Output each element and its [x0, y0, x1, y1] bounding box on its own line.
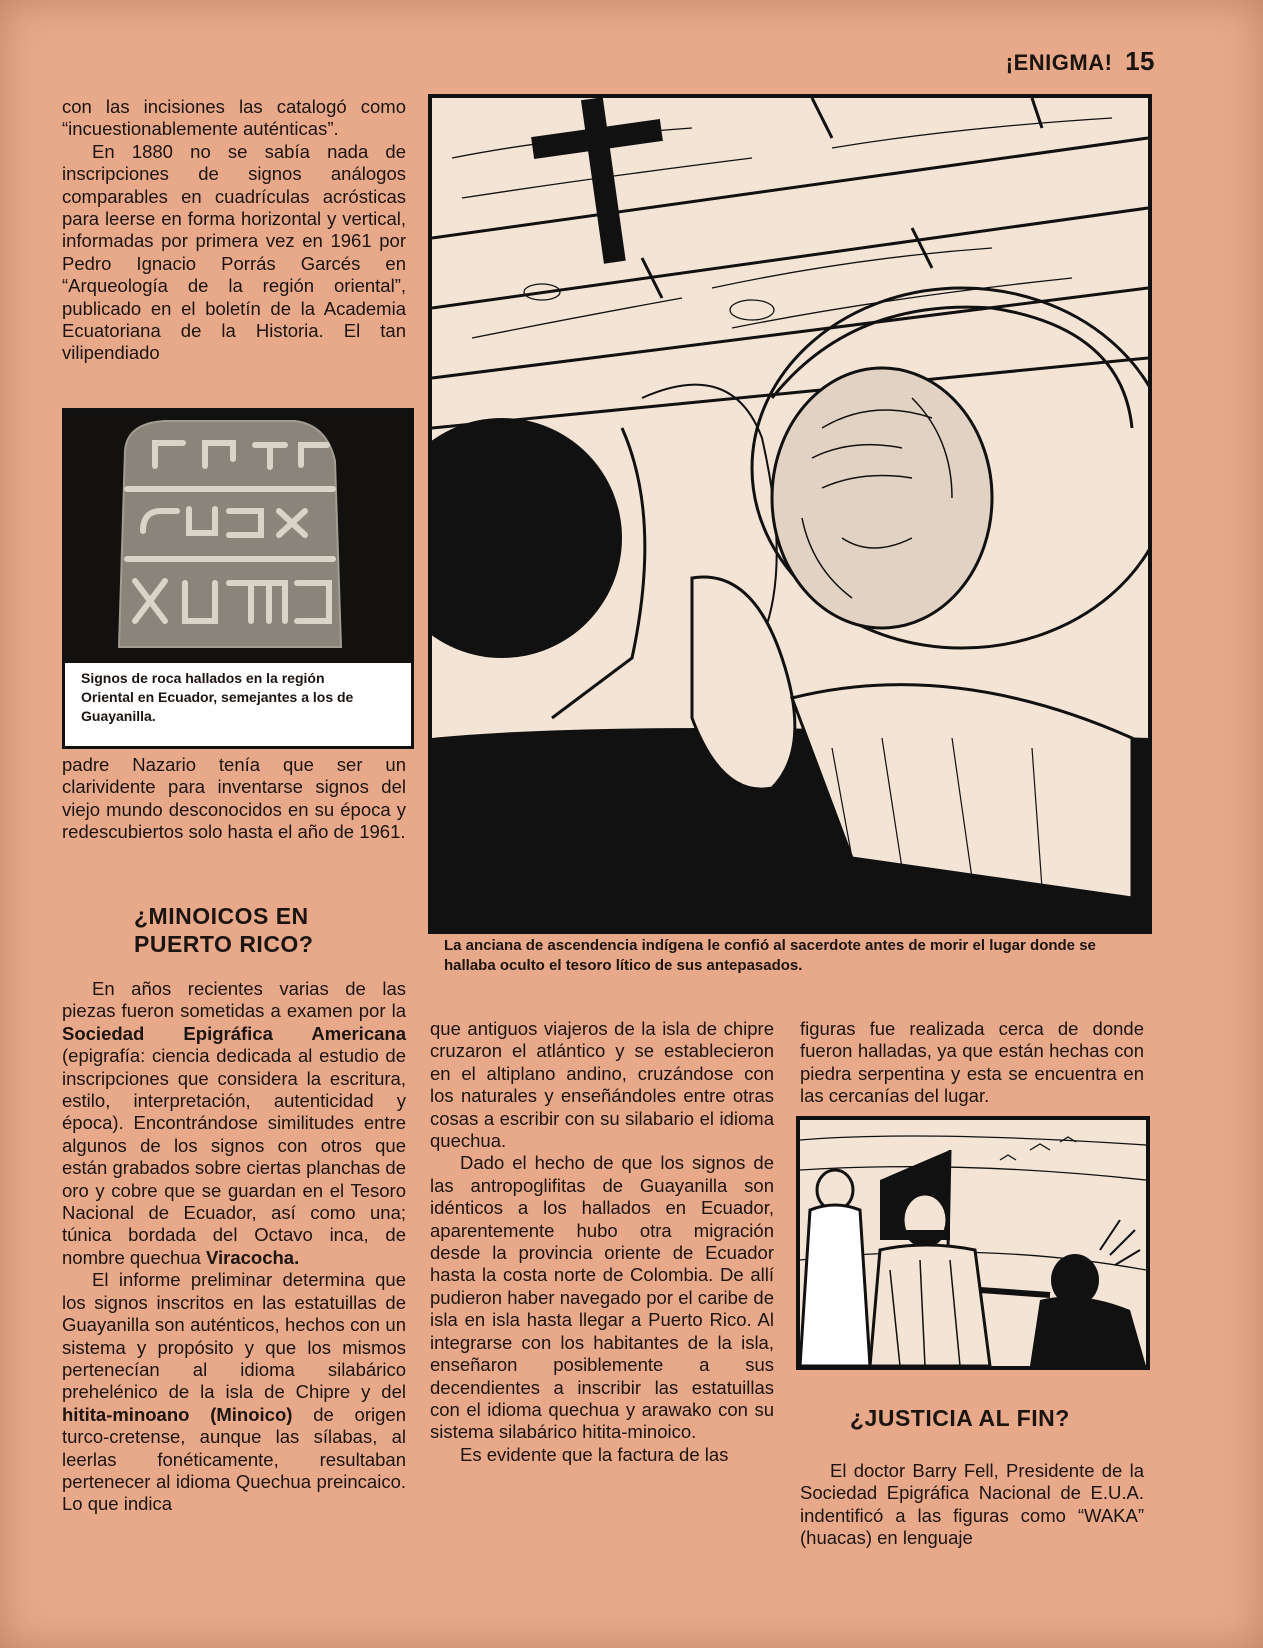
section-heading-justicia: ¿JUSTICIA AL FIN?	[850, 1405, 1070, 1431]
paragraph	[62, 978, 406, 1269]
page-number: 15	[1125, 46, 1155, 76]
paragraph: En 1880 no se sabía nada de inscripciones de signos análogos comparables en cuadrículas acrósticas para leerse en forma horizontal y vertical, informadas por primera vez en 1961 por Pedro Ignacio Porrás Garcés en “Arqueología de la región oriental”, publicado en el boletín de la Academia Ecuatoriana de la Historia. El tan vilipendiado	[62, 140, 406, 364]
magazine-name: ¡ENIGMA!	[1005, 50, 1113, 75]
rock-engraving-image	[65, 411, 411, 663]
page-header	[1006, 46, 1155, 77]
paragraph: padre Nazario tenía que ser un clarividente para inventarse signos del viejo mundo desconocidos en su época y redescubiertos solo hasta el año de 1961.	[62, 754, 406, 843]
paragraph: con las incisiones las catalogó como “incuestionablemente auténticas”.	[62, 96, 406, 140]
paragraph	[62, 1269, 406, 1515]
column-1-middle	[62, 754, 406, 844]
bold-term: hitita-minoano (Minoico)	[62, 1403, 293, 1425]
main-illustration	[428, 94, 1152, 934]
column-1-bottom	[62, 978, 406, 1516]
section-heading-minoicos: ¿MINOICOS EN PUERTO RICO?	[134, 903, 314, 957]
text-run: En años recientes varias de las piezas fueron sometidas a examen por la	[62, 978, 406, 1022]
column-3-bottom	[800, 1460, 1144, 1550]
text-run: de origen turco-cretense, aunque las sílabas, al leerlas fonéticamente, resultaban pertenecer al idioma Quechua preincaico. Lo que indica	[62, 1403, 406, 1515]
paragraph: Es evidente que la factura de las	[460, 1443, 729, 1465]
rock-signs-photo	[65, 411, 411, 663]
paragraph: que antiguos viajeros de la isla de chipre cruzaron el atlántico y se establecieron en el altiplano andino, cruzándose con los naturales y enseñándoles entre otras cosas a escribir con su silabario el idioma quechua.	[430, 1018, 774, 1152]
column-1-top	[62, 96, 406, 365]
rock-signs-photo-box	[62, 408, 414, 749]
paragraph: figuras fue realizada cerca de donde fueron halladas, ya que están hechas con piedra serpentina y esta se encuentra en las cercanías del lugar.	[800, 1018, 1144, 1107]
text-run: El informe preliminar determina que los signos inscritos en las estatuillas de Guayanilla son auténticos, hechos con un sistema y propósito y que los mismos pertenecían al idioma silabárico prehelénico de la isla de Chipre y del	[62, 1269, 406, 1403]
main-illustration-caption: La anciana de ascendencia indígena le confió al sacerdote antes de morir el lugar donde se hallaba oculto el tesoro lítico de sus antepasados.	[444, 937, 1096, 974]
paragraph: El doctor Barry Fell, Presidente de la Sociedad Epigráfica Nacional de E.U.A. indentificó a las figuras como “WAKA” (huacas) en lenguaje	[800, 1460, 1144, 1549]
paragraph: Dado el hecho de que los signos de las antropoglifitas de Guayanilla son idénticos a los hallados en Ecuador, aparentemente hubo otra migración desde la provincia oriente de Ecuador hasta la costa norte de Colombia. De allí pudieron haber navegado por el caribe de isla en isla hasta llegar a Puerto Rico. Al integrarse con los habitantes de la isla, enseñaron posiblemente a sus decendientes a inscribir las estatuillas con el idioma quechua y arawako con su sistema silabárico hitita-minoico.	[430, 1152, 774, 1443]
travelers-illustration	[796, 1116, 1150, 1370]
bold-term: Viracocha.	[206, 1246, 300, 1268]
text-run: (epigrafía: ciencia dedicada al estudio de inscripciones que considera la escritura, estilo, interpretación, autenticidad y época). Encontrándose similitudes entre algunos de los signos con otros que están grabados sobre ciertas planchas de oro y cobre que se guardan en el Tesoro Nacional de Ecuador, así como una; túnica bordada del Octavo inca, de nombre quechua	[62, 1045, 406, 1268]
travelers-image	[800, 1120, 1146, 1366]
column-3-top	[800, 1018, 1144, 1108]
bold-term: Sociedad Epigráfica Americana	[62, 1022, 406, 1044]
rock-photo-caption: Signos de roca hallados en la región Oriental en Ecuador, semejantes a los de Guayanilla.	[81, 670, 354, 724]
deathbed-illustration	[432, 98, 1148, 930]
column-2	[430, 1018, 774, 1466]
